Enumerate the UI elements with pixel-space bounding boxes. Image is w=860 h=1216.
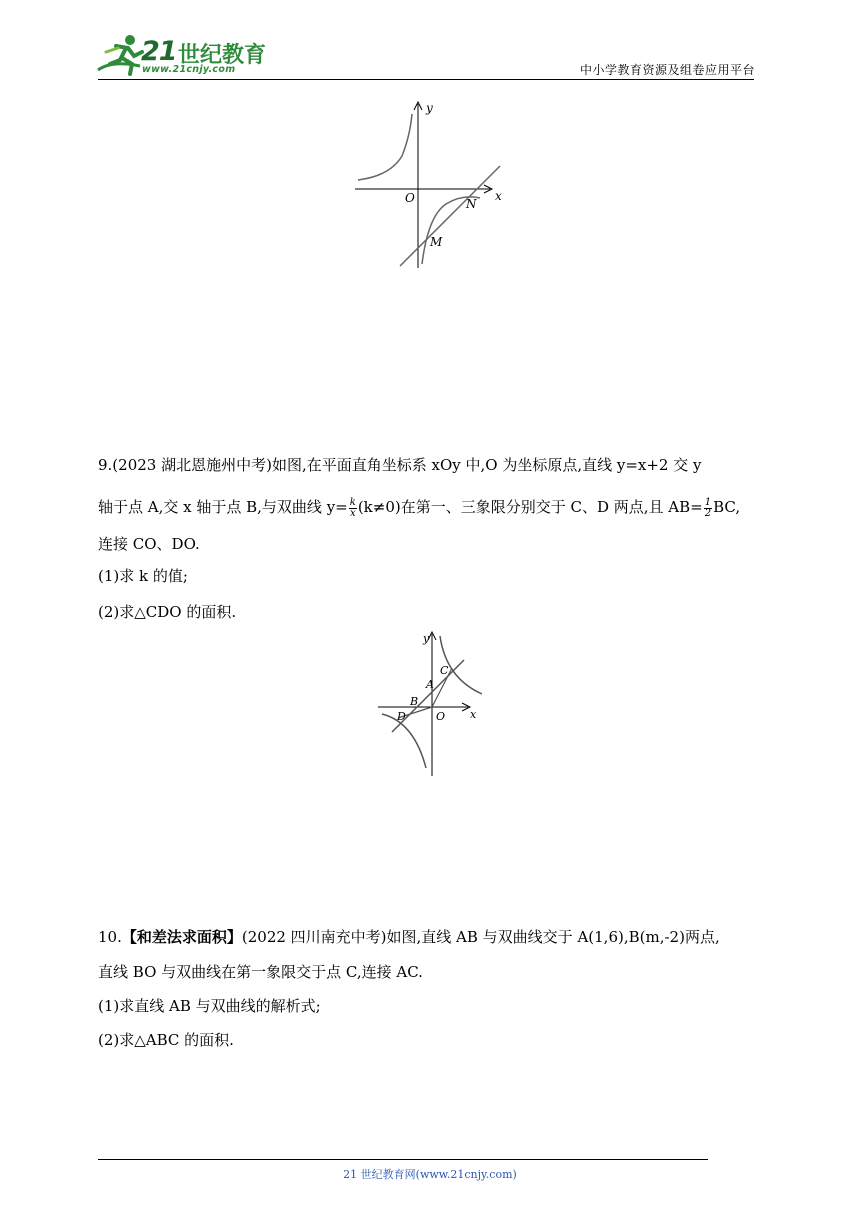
fig2-label-o: O	[436, 710, 446, 723]
fig1-label-y: y	[426, 101, 433, 115]
frac-half-den: 2	[704, 507, 712, 519]
q10-line1-rest: (2022 四川南充中考)如图,直线 AB 与双曲线交于 A(1,6),B(m,-2)两点,	[241, 928, 720, 946]
fig2-label-x: x	[470, 708, 477, 721]
q9-line1: 9.(2023 湖北恩施州中考)如图,在平面直角坐标系 xOy 中,O 为坐标原点,直线 y=x+2 交 y	[98, 456, 702, 474]
fig2-label-y: y	[423, 632, 430, 645]
q9-fraction-one-half	[704, 498, 712, 519]
footer-divider	[98, 1159, 708, 1160]
q10-tag: 【和差法求面积】	[121, 928, 242, 946]
q10-part2: (2)求△ABC 的面积.	[98, 1031, 234, 1049]
logo-text: 世纪教育	[178, 43, 267, 68]
fig1-label-n: N	[466, 197, 477, 211]
q9-line2-a: 轴于点 A,交 x 轴于点 B,与双曲线 y=	[98, 498, 348, 516]
header-divider	[98, 79, 754, 80]
q9-line3: 连接 CO、DO.	[98, 535, 200, 553]
figure-2-graph	[370, 628, 490, 780]
q9-line2-c: BC,	[713, 498, 741, 516]
fig1-label-x: x	[495, 189, 502, 203]
header-platform-text: 中小学教育资源及组卷应用平台	[579, 63, 755, 77]
logo-number: 21	[141, 36, 177, 67]
q10-line2: 直线 BO 与双曲线在第一象限交于点 C,连接 AC.	[98, 963, 423, 981]
footer-link[interactable]: 21 世纪教育网(www.21cnjy.com)	[343, 1168, 517, 1181]
q9-fraction-k-over-x	[349, 498, 357, 519]
q10-line1	[98, 927, 720, 947]
frac-k-num: k	[349, 496, 356, 508]
fig1-label-m: M	[430, 235, 443, 249]
fig1-curve-upper	[358, 114, 412, 180]
q9-part1: (1)求 k 的值;	[98, 567, 188, 585]
fig2-label-a: A	[426, 678, 434, 691]
fig1-label-o: O	[405, 191, 415, 205]
figure-1-graph	[350, 96, 510, 271]
fig1-line	[400, 166, 500, 266]
fig2-label-c: C	[440, 664, 449, 677]
frac-k-den: x	[349, 507, 356, 519]
q10-number: 10.	[98, 928, 122, 946]
fig2-label-b: B	[410, 695, 419, 708]
q10-part1: (1)求直线 AB 与双曲线的解析式;	[98, 997, 321, 1015]
q9-line2	[98, 497, 740, 519]
fig2-label-d: D	[397, 710, 406, 723]
frac-half-num: 1	[704, 496, 712, 508]
q9-line2-b: (k≠0)在第一、三象限分别交于 C、D 两点,且 AB=	[357, 498, 703, 516]
logo-url: www.21cnjy.com	[142, 64, 236, 75]
q9-part2: (2)求△CDO 的面积.	[98, 603, 237, 621]
